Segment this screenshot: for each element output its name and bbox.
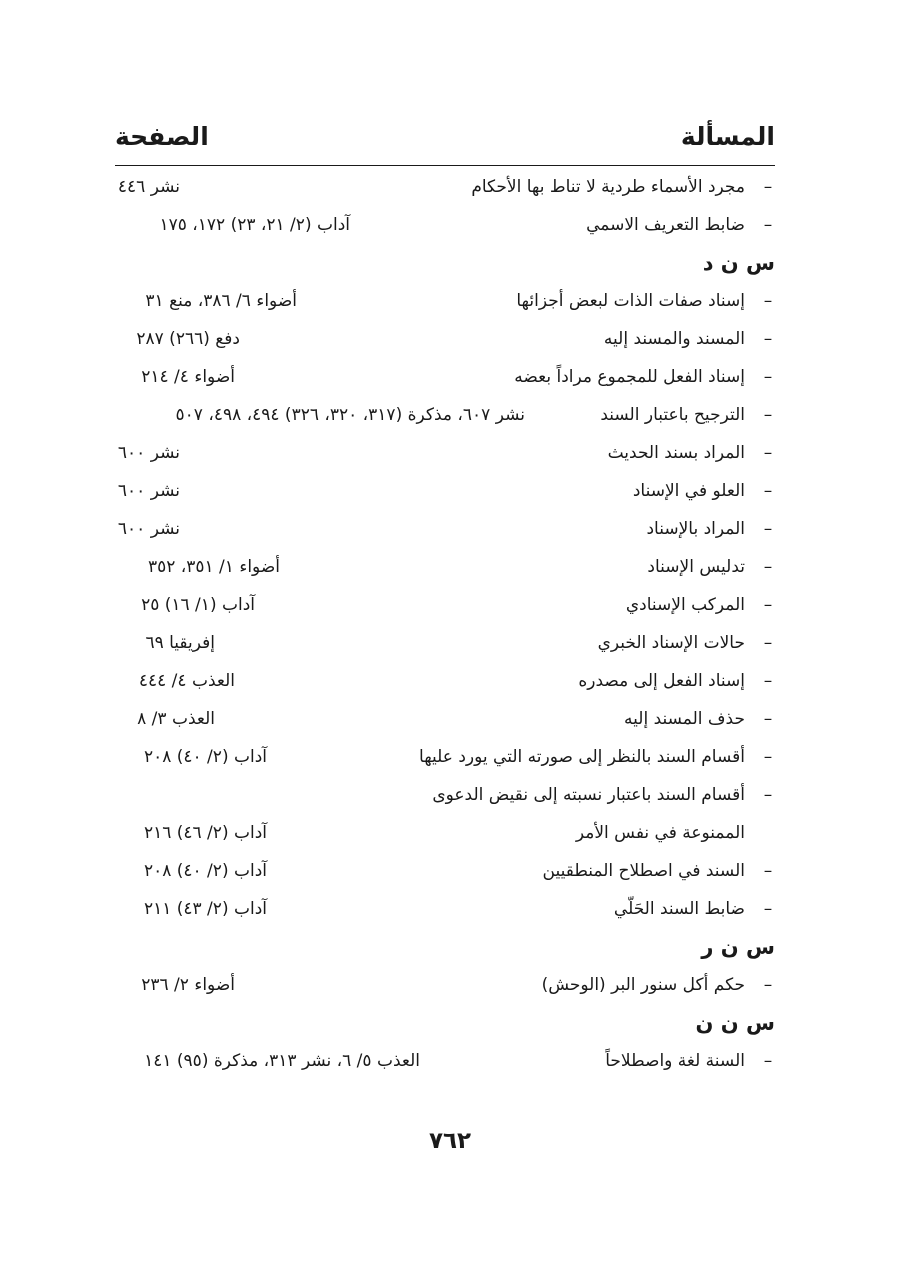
- entry-dash: –: [763, 899, 773, 919]
- entry-dash: –: [763, 633, 773, 653]
- root-heading: س ن د: [702, 251, 775, 275]
- entry-topic: إسناد الفعل للمجموع مراداً بعضه: [514, 367, 745, 387]
- entry-topic: أقسام السند باعتبار نسبته إلى نقيض الدعوى: [432, 785, 745, 805]
- entry-topic: المسند والمسند إليه: [603, 329, 745, 349]
- entry-reference: أضواء ٤/ ٢١٤: [141, 367, 235, 387]
- entry-dash: –: [763, 215, 773, 235]
- index-entry: [115, 358, 775, 396]
- letter-section-heading: [115, 1004, 775, 1042]
- entry-dash: –: [763, 177, 773, 197]
- entry-topic: حكم أكل سنور البر (الوحش): [541, 975, 745, 995]
- entry-dash: –: [763, 367, 773, 387]
- index-entry: [115, 852, 775, 890]
- entry-reference: إفريقيا ٦٩: [145, 633, 215, 653]
- index-entry: [115, 282, 775, 320]
- index-entry: [115, 168, 775, 206]
- entry-topic: حذف المسند إليه: [624, 709, 745, 729]
- entry-reference: العذب ٤/ ٤٤٤: [138, 671, 235, 691]
- entry-dash: –: [763, 291, 773, 311]
- entry-topic: المركب الإسنادي: [625, 595, 745, 615]
- entry-topic: السند في اصطلاح المنطقيين: [542, 861, 745, 881]
- letter-section-heading: [115, 928, 775, 966]
- entry-dash: –: [763, 557, 773, 577]
- entry-reference: العذب ٣/ ٨: [137, 709, 215, 729]
- index-entry: [115, 1042, 775, 1080]
- entry-topic: المراد بسند الحديث: [607, 443, 745, 463]
- entry-topic: ضابط التعريف الاسمي: [586, 215, 745, 235]
- index-entry: [115, 548, 775, 586]
- entry-dash: –: [763, 595, 773, 615]
- index-entry: [115, 662, 775, 700]
- entry-dash: –: [763, 785, 773, 805]
- index-entry: [115, 966, 775, 1004]
- entry-dash: –: [763, 709, 773, 729]
- letter-section-heading: [115, 244, 775, 282]
- entry-reference: آداب (٢/ ٤٣) ٢١١: [143, 899, 267, 919]
- entry-reference: آداب (٢/ ٤٠) ٢٠٨: [143, 861, 267, 881]
- entry-reference: نشر ٦٠٠: [117, 443, 180, 463]
- entry-topic: ضابط السند الحَلّي: [613, 899, 745, 919]
- entry-reference: أضواء ١/ ٣٥١، ٣٥٢: [147, 557, 280, 577]
- entry-reference: العذب ٥/ ٦، نشر ٣١٣، مذكرة (٩٥) ١٤١: [144, 1051, 420, 1071]
- entry-reference: دفع (٢٦٦) ٢٨٧: [136, 329, 240, 349]
- index-list: [115, 168, 775, 1080]
- entry-dash: –: [763, 405, 773, 425]
- entry-topic: أقسام السند بالنظر إلى صورته التي يورد عليها: [419, 747, 745, 767]
- index-entry: [115, 738, 775, 776]
- entry-reference: آداب (٢/ ٢١، ٢٣) ١٧٢، ١٧٥: [159, 215, 350, 235]
- index-entry-continuation: [115, 814, 775, 852]
- entry-topic: إسناد صفات الذات لبعض أجزائها: [516, 291, 745, 311]
- topic-column-heading: المسألة: [680, 122, 775, 151]
- index-entry: [115, 320, 775, 358]
- index-entry: [115, 434, 775, 472]
- entry-topic: تدليس الإسناد: [647, 557, 745, 577]
- entry-reference: نشر ٤٤٦: [117, 177, 180, 197]
- entry-dash: –: [763, 443, 773, 463]
- page-header: [115, 122, 775, 162]
- header-divider: [115, 165, 775, 166]
- index-entry: [115, 206, 775, 244]
- entry-dash: –: [763, 481, 773, 501]
- entry-reference: نشر ٦٠٧، مذكرة (٣١٧، ٣٢٠، ٣٢٦) ٤٩٤، ٤٩٨، ٥٠٧: [175, 405, 525, 425]
- entry-topic: العلو في الإسناد: [632, 481, 745, 501]
- index-entry: [115, 510, 775, 548]
- entry-dash: –: [763, 861, 773, 881]
- root-heading: س ن ن: [695, 1011, 775, 1035]
- entry-dash: –: [763, 519, 773, 539]
- root-heading: س ن ر: [701, 935, 775, 959]
- index-entry: [115, 396, 775, 434]
- entry-reference: نشر ٦٠٠: [117, 481, 180, 501]
- entry-topic: السنة لغة واصطلاحاً: [605, 1051, 745, 1071]
- entry-topic: مجرد الأسماء طردية لا تناط بها الأحكام: [471, 177, 745, 197]
- entry-reference: أضواء ٢/ ٢٣٦: [141, 975, 235, 995]
- entry-reference: آداب (١/ ١٦) ٢٥: [141, 595, 255, 615]
- page-column-heading: الصفحة: [115, 122, 209, 151]
- entry-dash: –: [763, 747, 773, 767]
- entry-dash: –: [763, 671, 773, 691]
- entry-topic: المراد بالإسناد: [646, 519, 745, 539]
- entry-reference: نشر ٦٠٠: [117, 519, 180, 539]
- entry-reference: آداب (٢/ ٤٠) ٢٠٨: [143, 747, 267, 767]
- entry-topic: الممنوعة في نفس الأمر: [575, 823, 745, 843]
- entry-topic: حالات الإسناد الخبري: [597, 633, 745, 653]
- entry-topic: الترجيح باعتبار السند: [600, 405, 745, 425]
- entry-reference: آداب (٢/ ٤٦) ٢١٦: [143, 823, 267, 843]
- entry-topic: إسناد الفعل إلى مصدره: [578, 671, 745, 691]
- index-entry: [115, 472, 775, 510]
- entry-dash: –: [763, 1051, 773, 1071]
- entry-dash: –: [763, 975, 773, 995]
- index-entry: [115, 776, 775, 814]
- index-entry: [115, 586, 775, 624]
- page-number: ٧٦٢: [428, 1128, 472, 1154]
- entry-reference: أضواء ٦/ ٣٨٦، منع ٣١: [145, 291, 297, 311]
- index-entry: [115, 624, 775, 662]
- index-entry: [115, 700, 775, 738]
- entry-dash: –: [763, 329, 773, 349]
- index-entry: [115, 890, 775, 928]
